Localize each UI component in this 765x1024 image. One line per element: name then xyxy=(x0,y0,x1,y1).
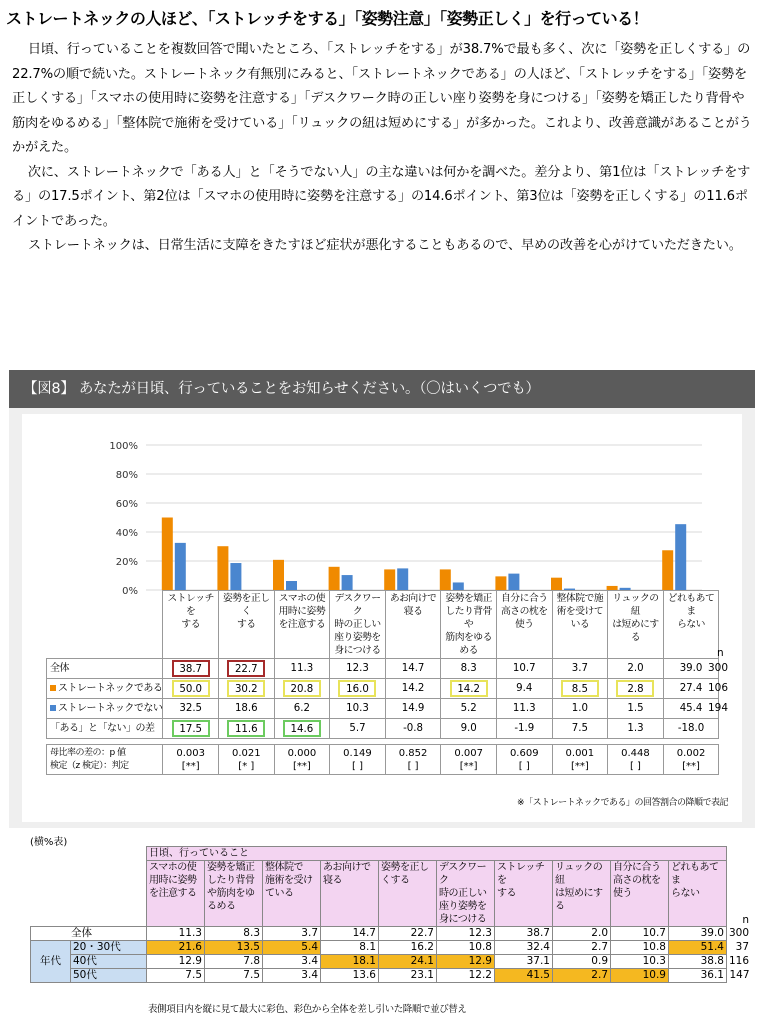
crosstab-column-header: 整体院で 施術を受け ている xyxy=(263,861,321,927)
value-diff xyxy=(163,719,219,739)
bar-straightneck-yes xyxy=(217,546,228,590)
value-yes: 9.4 xyxy=(496,679,552,699)
category-label: 整体院で施 術を受けて いる xyxy=(552,591,608,659)
crosstab-value: 38.7 xyxy=(495,927,553,941)
crosstab-value: 3.4 xyxy=(263,955,321,969)
value-all: 39.0 xyxy=(663,659,719,679)
crosstab-value: 22.7 xyxy=(379,927,437,941)
n-yes: 106 xyxy=(708,682,729,694)
n-no: 194 xyxy=(708,702,729,714)
category-label: ストレッチを する xyxy=(163,591,219,659)
crosstab-row-label: 全体 xyxy=(31,927,147,941)
bar-straightneck-yes xyxy=(440,569,451,590)
crosstab-column-header: 自分に合う 高さの枕を 使う xyxy=(611,861,669,927)
value-all: 12.3 xyxy=(330,659,386,679)
crosstab-corner xyxy=(31,847,147,927)
value-yes: 14.2 xyxy=(385,679,441,699)
significance-value: 0.002 [**] xyxy=(663,745,719,775)
significance-value: 0.448 [ ] xyxy=(608,745,664,775)
significance-value: 0.000 [**] xyxy=(274,745,330,775)
value-all: 11.3 xyxy=(274,659,330,679)
highlight-box: 8.5 xyxy=(561,680,599,697)
crosstab-value: 37.1 xyxy=(495,955,553,969)
crosstab-value: 10.9 xyxy=(611,969,669,983)
crosstab-value: 10.8 xyxy=(437,941,495,955)
crosstab-value: 12.9 xyxy=(147,955,205,969)
crosstab-n-blank xyxy=(727,847,752,861)
row-label-significance: 母比率の差の：p 値 検定（z 検定）：判定 xyxy=(47,745,163,775)
crosstab-n: 37 xyxy=(735,941,750,953)
significance-value: 0.003 [**] xyxy=(163,745,219,775)
value-diff: 1.3 xyxy=(608,719,664,739)
value-yes xyxy=(330,679,386,699)
crosstab-column-header: ストレッチを する xyxy=(495,861,553,927)
significance-value: 0.021 [* ] xyxy=(219,745,275,775)
value-all xyxy=(163,659,219,679)
value-yes xyxy=(274,679,330,699)
value-all: 8.3 xyxy=(441,659,497,679)
highlight-box: 2.8 xyxy=(616,680,654,697)
value-yes xyxy=(163,679,219,699)
bar-straightneck-no xyxy=(230,563,241,590)
bar-straightneck-yes xyxy=(662,550,673,590)
category-label: あお向けで 寝る xyxy=(385,591,441,659)
bar-straightneck-no xyxy=(397,568,408,590)
crosstab-value: 24.1 xyxy=(379,955,437,969)
paragraph-2: 次に、ストレートネックで「ある人」と「そうでない人」の主な違いは何かを調べた。差分より、第1位は「ストレッチをする」の17.5ポイント、第2位は「スマホの使用時に姿勢を注意する」の14.6ポイント、第3位は「姿勢を正しくする」の11.6ポイントであった。 xyxy=(12,164,751,229)
category-label: スマホの使 用時に姿勢 を注意する xyxy=(274,591,330,659)
crosstab-group-header: 日頃、行っていること xyxy=(147,847,727,861)
significance-value: 0.852 [ ] xyxy=(385,745,441,775)
figure-note: ※「ストレートネックである」の回答割合の降順で表記 xyxy=(517,798,728,808)
crosstab-column-header: デスクワーク 時の正しい 座り姿勢を 身につける xyxy=(437,861,495,927)
crosstab-value: 7.8 xyxy=(205,955,263,969)
bar-straightneck-yes xyxy=(329,567,340,590)
crosstab-value: 36.1 xyxy=(669,969,727,983)
crosstab-value: 13.5 xyxy=(205,941,263,955)
value-no: 18.6 xyxy=(219,699,275,719)
value-diff: -18.0 xyxy=(663,719,719,739)
crosstab-n-header: n xyxy=(742,913,750,926)
crosstab-value: 39.0 xyxy=(669,927,727,941)
row-label-yes: ストレートネックである xyxy=(47,679,163,699)
crosstab-value: 2.7 xyxy=(553,941,611,955)
crosstab-value: 8.1 xyxy=(321,941,379,955)
crosstab-value: 18.1 xyxy=(321,955,379,969)
chart-data-table xyxy=(46,590,719,775)
value-diff: -0.8 xyxy=(385,719,441,739)
n-header: n xyxy=(717,647,724,659)
legend-swatch xyxy=(50,685,56,691)
y-tick-label: 60% xyxy=(115,499,138,510)
bar-straightneck-no xyxy=(508,574,519,590)
crosstab-value: 2.0 xyxy=(553,927,611,941)
highlight-box: 38.7 xyxy=(172,660,210,677)
highlight-box: 50.0 xyxy=(172,680,210,697)
crosstab-value: 3.4 xyxy=(263,969,321,983)
crosstab-value: 16.2 xyxy=(379,941,437,955)
y-tick-label: 80% xyxy=(115,470,138,481)
category-label: 姿勢を正しく する xyxy=(219,591,275,659)
crosstab-column-header: 姿勢を正し くする xyxy=(379,861,437,927)
y-tick-label: 0% xyxy=(122,586,138,597)
crosstab-value: 10.8 xyxy=(611,941,669,955)
row-label-no: ストレートネックでない xyxy=(47,699,163,719)
value-diff: 9.0 xyxy=(441,719,497,739)
y-tick-label: 40% xyxy=(115,528,138,539)
crosstab-value: 12.3 xyxy=(437,927,495,941)
paragraph-1: 日頃、行っていることを複数回答で聞いたところ、「ストレッチをする」が38.7%で最も多く、次に「姿勢を正しくする」の22.7%の順で続いた。ストレートネック有無別にみると、「ストレートネックである」の人ほど、「ストレッチをする」「姿勢を正しくする」「スマホの使用時に姿勢を注意する」「デスクワーク時の正しい座り姿勢を身につける」「姿勢を矯正したり背骨や筋肉をゆるめる」「整体院で施術を受けている」「リュックの紐は短めにする」が多かった。これより、改善意識があることがうかがえた。 xyxy=(12,42,752,155)
bar-straightneck-no xyxy=(675,524,686,590)
crosstab-value: 7.5 xyxy=(147,969,205,983)
value-no: 10.3 xyxy=(330,699,386,719)
body-text xyxy=(12,38,757,259)
crosstab-value: 41.5 xyxy=(495,969,553,983)
value-no: 14.9 xyxy=(385,699,441,719)
category-label: リュックの紐 は短めにする xyxy=(608,591,664,659)
highlight-box: 16.0 xyxy=(338,680,376,697)
highlight-box: 14.2 xyxy=(450,680,488,697)
crosstab-row-label: 50代 xyxy=(71,969,147,983)
crosstab-value: 14.7 xyxy=(321,927,379,941)
value-diff xyxy=(219,719,275,739)
value-no: 1.0 xyxy=(552,699,608,719)
crosstab-column-header: リュックの紐 は短めにす る xyxy=(553,861,611,927)
row-label-diff: 「ある」と「ない」の差 xyxy=(47,719,163,739)
figure-title: 【図8】 あなたが日頃、行っていることをお知らせください。（〇はいくつでも） xyxy=(9,370,755,408)
highlight-box: 17.5 xyxy=(172,720,210,737)
crosstab-value: 5.4 xyxy=(263,941,321,955)
crosstab-value: 12.2 xyxy=(437,969,495,983)
value-diff: -1.9 xyxy=(496,719,552,739)
value-yes xyxy=(608,679,664,699)
crosstab-value: 2.7 xyxy=(553,969,611,983)
crosstab-value: 10.7 xyxy=(611,927,669,941)
crosstab-row-label: 40代 xyxy=(71,955,147,969)
bar-straightneck-yes xyxy=(384,569,395,590)
value-all: 14.7 xyxy=(385,659,441,679)
bar-chart xyxy=(22,414,742,614)
highlight-box: 11.6 xyxy=(227,720,265,737)
value-no: 45.4 xyxy=(663,699,719,719)
y-tick-label: 100% xyxy=(109,441,138,452)
crosstab-value: 11.3 xyxy=(147,927,205,941)
crosstab-label: (横%表) xyxy=(30,837,68,848)
significance-value: 0.007 [**] xyxy=(441,745,497,775)
value-yes xyxy=(219,679,275,699)
value-no: 6.2 xyxy=(274,699,330,719)
crosstab-n: 147 xyxy=(729,969,750,981)
significance-value: 0.001 [**] xyxy=(552,745,608,775)
bar-straightneck-yes xyxy=(495,576,506,590)
legend-swatch xyxy=(50,705,56,711)
crosstab-column-header: スマホの使 用時に姿勢 を注意する xyxy=(147,861,205,927)
crosstab-side-group: 年代 xyxy=(31,941,71,983)
crosstab-value: 10.3 xyxy=(611,955,669,969)
value-no: 1.5 xyxy=(608,699,664,719)
crosstab-table xyxy=(30,846,752,983)
highlight-box: 22.7 xyxy=(227,660,265,677)
category-label: デスクワーク 時の正しい 座り姿勢を 身につける xyxy=(330,591,386,659)
value-all: 2.0 xyxy=(608,659,664,679)
value-all: 3.7 xyxy=(552,659,608,679)
row-label-all: 全体 xyxy=(47,659,163,679)
crosstab-footnote: 表側項目内を縦に見て最大に彩色、彩色から全体を差し引いた降順で並び替え xyxy=(148,1004,467,1015)
bar-straightneck-no xyxy=(453,582,464,590)
highlight-box: 14.6 xyxy=(283,720,321,737)
value-no: 5.2 xyxy=(441,699,497,719)
crosstab-value: 0.9 xyxy=(553,955,611,969)
paragraph-3: ストレートネックは、日常生活に支障をきたすほど症状が悪化することもあるので、早めの改善を心がけていただきたい。 xyxy=(27,238,742,253)
value-no: 11.3 xyxy=(496,699,552,719)
crosstab-value: 21.6 xyxy=(147,941,205,955)
crosstab-column-header: あお向けで 寝る xyxy=(321,861,379,927)
significance-value: 0.609 [ ] xyxy=(496,745,552,775)
value-all xyxy=(219,659,275,679)
crosstab-value: 23.1 xyxy=(379,969,437,983)
bar-straightneck-no xyxy=(342,575,353,590)
crosstab-value: 3.7 xyxy=(263,927,321,941)
crosstab-column-header: 姿勢を矯正 したり背骨 や筋肉をゆ るめる xyxy=(205,861,263,927)
crosstab-n: 116 xyxy=(729,955,750,967)
highlight-box: 30.2 xyxy=(227,680,265,697)
section-heading: ストレートネックの人ほど、「ストレッチをする」「姿勢注意」「姿勢正しく」を行っている！ xyxy=(6,9,649,28)
crosstab-column-header: どれもあてま らない xyxy=(669,861,727,927)
crosstab-value: 51.4 xyxy=(669,941,727,955)
crosstab-value: 38.8 xyxy=(669,955,727,969)
category-label: どれもあてま らない xyxy=(663,591,719,659)
crosstab-value: 13.6 xyxy=(321,969,379,983)
crosstab-value: 8.3 xyxy=(205,927,263,941)
value-no: 32.5 xyxy=(163,699,219,719)
bar-straightneck-no xyxy=(175,543,186,590)
category-label: 姿勢を矯正 したり背骨や 筋肉をゆる める xyxy=(441,591,497,659)
value-yes xyxy=(552,679,608,699)
value-diff xyxy=(274,719,330,739)
n-all: 300 xyxy=(708,662,729,674)
category-label: 自分に合う 高さの枕を 使う xyxy=(496,591,552,659)
crosstab-value: 12.9 xyxy=(437,955,495,969)
crosstab-value: 32.4 xyxy=(495,941,553,955)
table-corner xyxy=(47,591,163,659)
bar-straightneck-yes xyxy=(551,578,562,590)
value-yes xyxy=(441,679,497,699)
value-yes: 27.4 xyxy=(663,679,719,699)
figure-body xyxy=(22,414,742,822)
highlight-box: 20.8 xyxy=(283,680,321,697)
y-tick-label: 20% xyxy=(115,557,138,568)
crosstab-n: 300 xyxy=(729,927,750,939)
value-all: 10.7 xyxy=(496,659,552,679)
bar-straightneck-yes xyxy=(273,560,284,590)
bar-straightneck-yes xyxy=(162,518,173,591)
crosstab-value: 7.5 xyxy=(205,969,263,983)
value-diff: 5.7 xyxy=(330,719,386,739)
bar-straightneck-no xyxy=(286,581,297,590)
value-diff: 7.5 xyxy=(552,719,608,739)
figure-8 xyxy=(9,370,755,828)
crosstab-row-label: 20・30代 xyxy=(71,941,147,955)
significance-value: 0.149 [ ] xyxy=(330,745,386,775)
